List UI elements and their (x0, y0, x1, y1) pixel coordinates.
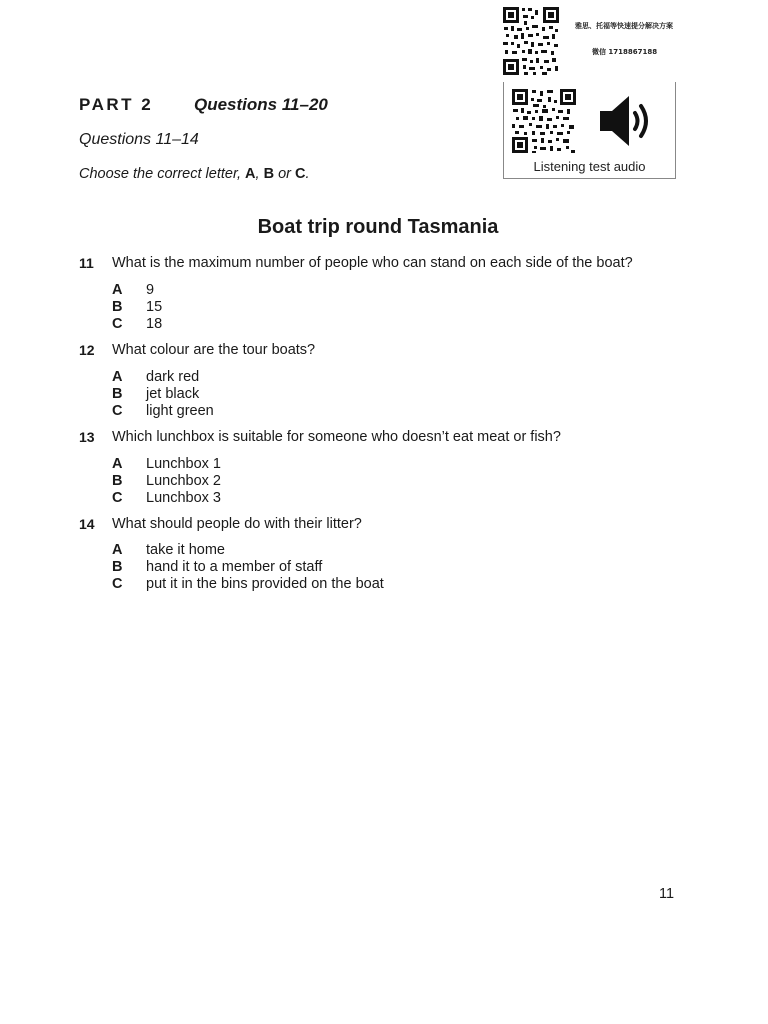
option-letter: A (112, 456, 123, 472)
page-title: Boat trip round Tasmania (257, 216, 499, 238)
question-number: 13 (79, 429, 95, 445)
option-text: Lunchbox 3 (146, 490, 221, 506)
option-letter: B (112, 559, 123, 575)
option-text: jet black (146, 386, 200, 402)
listening-audio-box[interactable] (503, 82, 676, 179)
option-letter: A (112, 369, 123, 385)
option-letter: A (112, 282, 123, 298)
question-number: 14 (79, 516, 95, 532)
option-text: put it in the bins provided on the boat (146, 576, 384, 592)
instruction-end: . (305, 166, 310, 182)
question-number: 12 (79, 342, 95, 358)
speaker-icon[interactable] (596, 93, 656, 149)
page-number: 11 (659, 886, 675, 902)
option-text: dark red (146, 369, 200, 385)
option-text: 18 (146, 316, 163, 332)
question-number: 11 (79, 255, 94, 271)
option-letter: B (112, 473, 123, 489)
question-text: Which lunchbox is suitable for someone who doesn’t eat meat or fish? (112, 429, 561, 445)
instruction-sep-2: or (274, 166, 296, 182)
instruction-prefix: Choose the correct letter, (79, 166, 246, 182)
audio-caption: Listening test audio (533, 159, 646, 174)
question-text: What colour are the tour boats? (112, 342, 316, 358)
option-text: Lunchbox 1 (146, 456, 221, 472)
promo-text-line-2: 微信 1718867188 (592, 48, 658, 56)
promo-qr-code (502, 6, 560, 76)
question-text: What is the maximum number of people who can stand on each side of the boat? (112, 255, 633, 271)
letter-b: B (263, 166, 275, 182)
option-letter: C (112, 403, 123, 419)
option-text: hand it to a member of staff (146, 559, 323, 575)
part-label: PART 2 (79, 95, 154, 114)
questions-subrange: Questions 11–14 (79, 131, 199, 148)
option-text: 15 (146, 299, 163, 315)
promo-text-line-1: 雅思、托福等快速提分解决方案 (575, 22, 673, 30)
option-letter: B (112, 386, 123, 402)
option-letter: C (112, 490, 123, 506)
audio-qr-code[interactable] (512, 89, 576, 153)
option-letter: C (112, 316, 123, 332)
option-text: Lunchbox 2 (146, 473, 221, 489)
option-text: take it home (146, 542, 225, 558)
option-letter: C (112, 576, 123, 592)
option-text: 9 (146, 282, 155, 298)
questions-range: Questions 11–20 (194, 95, 328, 114)
letter-c: C (295, 166, 306, 182)
instruction-text (79, 166, 310, 182)
option-text: light green (146, 403, 214, 419)
option-letter: B (112, 299, 123, 315)
question-text: What should people do with their litter? (112, 516, 362, 532)
letter-a: A (245, 166, 256, 182)
instruction-sep-1: , (255, 166, 264, 182)
option-letter: A (112, 542, 123, 558)
